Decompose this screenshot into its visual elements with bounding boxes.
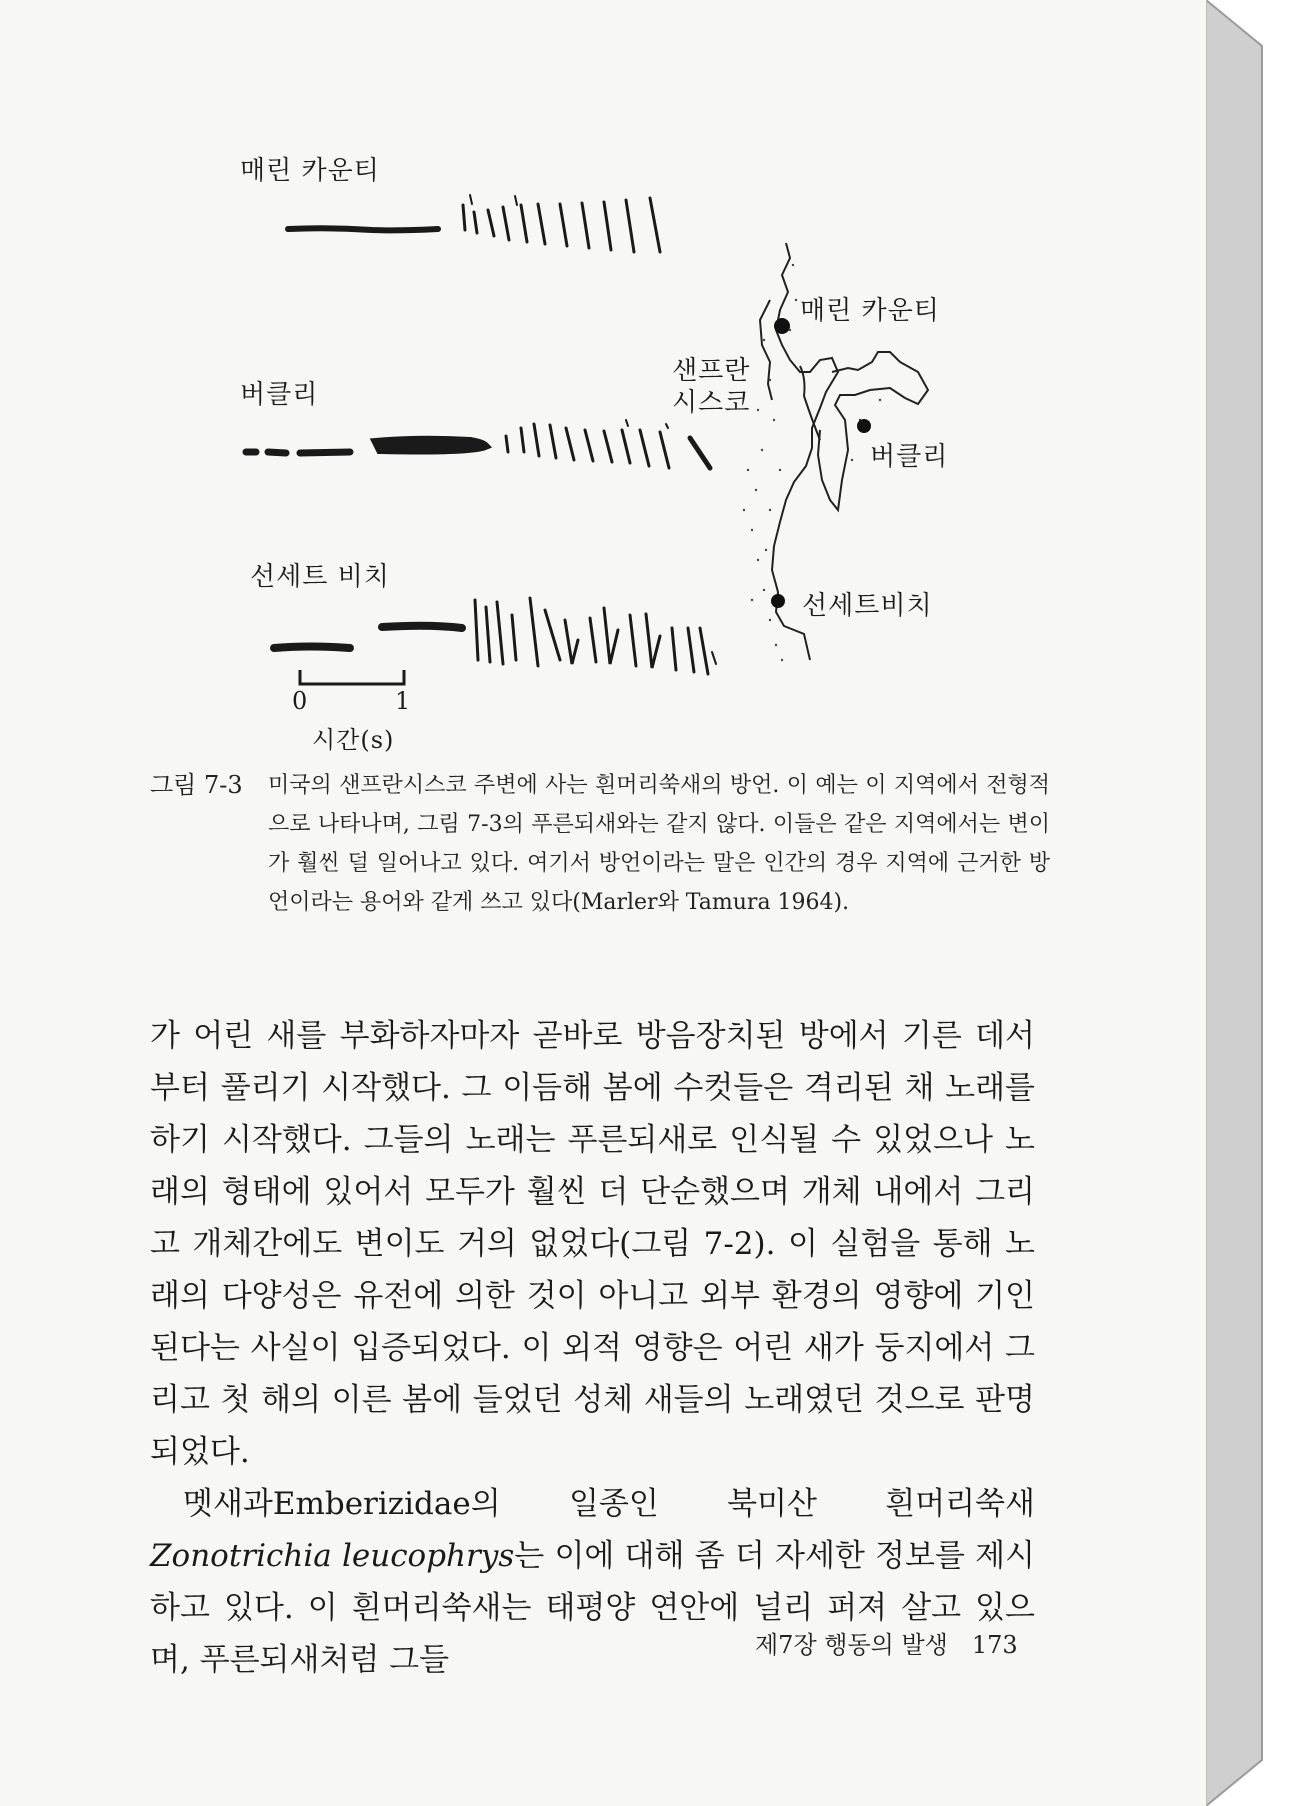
- time-scale-bar: [300, 670, 404, 684]
- sonogram-figure: [0, 0, 1206, 760]
- paragraph-1: 가 어린 새를 부화하자마자 곧바로 방음장치된 방에서 기른 데서부터 풀리기 시작했다. 그 이듬해 봄에 수컷들은 격리된 채 노래를 하기 시작했다. 그들의 노래는 푸른되새로 인식될 수 있었으나 노래의 형태에 있어서 모두가 훨씬 더 단순했으며 개체 내에서 그리고 개체간에도 변이도 거의 없었다(그림 7-2). 이 실험을 통해 노래의 다양성은 유전에 의한 것이 아니고 외부 환경의 영향에 기인된다는 사실이 입증되었다. 이 외적 영향은 어린 새가 둥지에서 그리고 첫 해의 이른 봄에 들었던 성체 새들의 노래였던 것으로 판명되었다.: [150, 1018, 1035, 1470]
- paragraph-2-start: 멧새과Emberizidae의 일종인 북미산 흰머리쑥새: [183, 1486, 1035, 1522]
- species-name: Zonotrichia leucophrys: [150, 1538, 515, 1574]
- caption-text: 미국의 샌프란시스코 주변에 사는 흰머리쑥새의 방언. 이 예는 이 지역에서 전형적으로 나타나며, 그림 7-3의 푸른되새와는 같지 않다. 이들은 같은 지역에서는 변이가 훨씬 덜 일어나고 있다. 여기서 방언이라는 말은 인간의 경우 지역에 근거한 방언이라는 용어와 같게 쓰고 있다(Marler와 Tamura 1964).: [268, 773, 1050, 915]
- label-sunset-sonogram: 선세트 비치: [250, 562, 390, 592]
- label-marin-map: 매린 카운티: [800, 296, 940, 326]
- sonogram-berkeley: [246, 420, 710, 468]
- figure-number: 그림 7-3: [150, 771, 243, 799]
- label-sunset-map: 선세트비치: [802, 591, 933, 621]
- body-text: [150, 1010, 1035, 1686]
- sunset-location-dot: [771, 594, 785, 608]
- paragraph-2-end: 는 이에 대해 좀 더 자세한 정보를 제시하고 있다. 이 흰머리쑥새는 태평양 연안에 널리 퍼져 살고 있으며, 푸른되새처럼 그들: [150, 1538, 1036, 1678]
- chapter-title: 제7장 행동의 발생: [755, 1631, 948, 1659]
- page-number: 173: [971, 1631, 1018, 1659]
- scale-zero: 0: [292, 687, 309, 715]
- berkeley-location-dot: [857, 419, 871, 433]
- scale-unit: 시간(s): [312, 726, 395, 754]
- label-berkeley-sonogram: 버클리: [240, 380, 319, 410]
- label-marin-sonogram: 매린 카운티: [240, 156, 380, 186]
- sonogram-marin: [288, 195, 660, 252]
- marin-location-dot: [774, 318, 790, 334]
- scale-one: 1: [395, 687, 412, 715]
- running-footer: [755, 1625, 1018, 1660]
- label-berkeley-map: 버클리: [870, 442, 949, 472]
- label-sf-line1: 샌프란: [672, 356, 751, 386]
- sonogram-sunset: [274, 598, 716, 674]
- label-sf-line2: 시스코: [672, 388, 751, 418]
